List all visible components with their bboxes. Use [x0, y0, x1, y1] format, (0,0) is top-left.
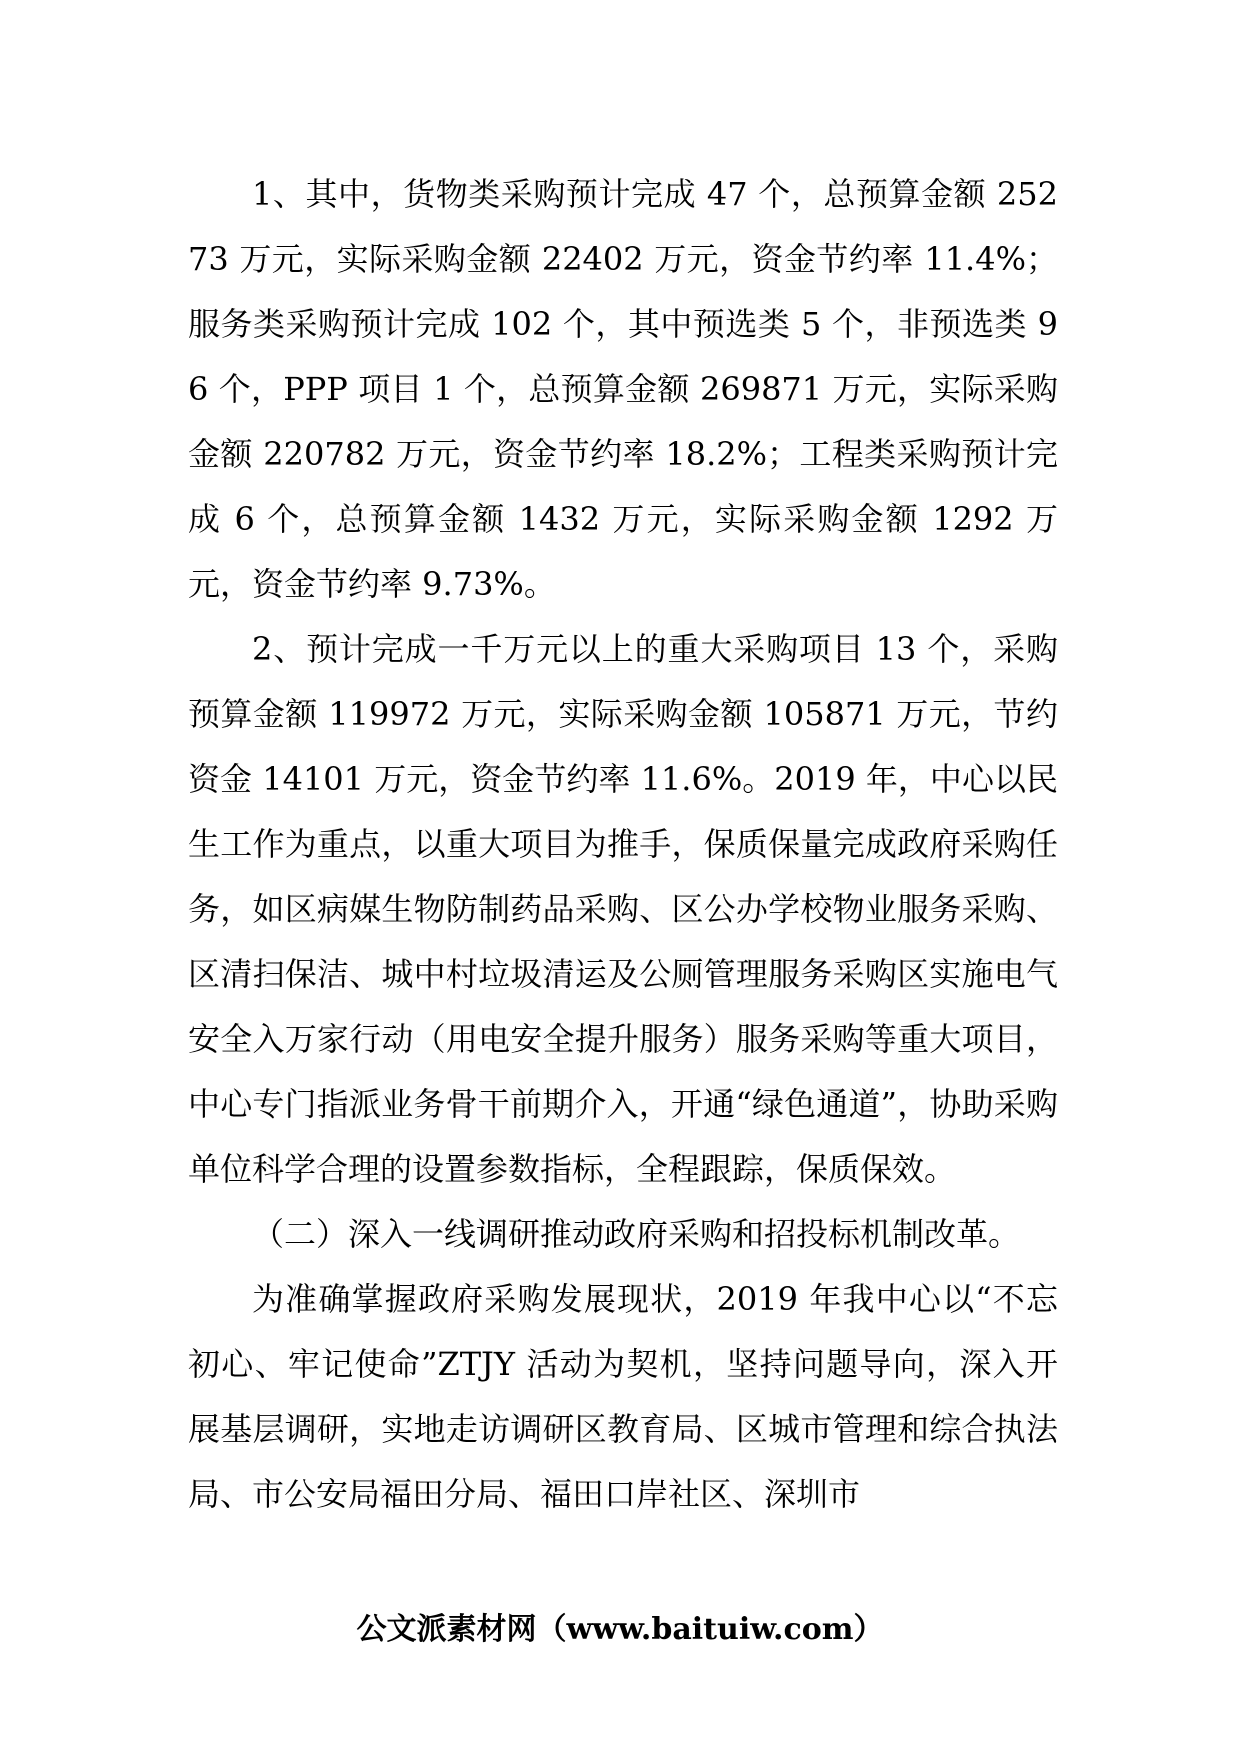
paragraph-procurement-summary: 1、其中，货物类采购预计完成 47 个，总预算金额 25273 万元，实际采购金额 22402 万元，资金节约率 11.4%；服务类采购预计完成 102 个，其中预选类 5 个，非预选类 96 个，PPP 项目 1 个，总预算金额 269871 万元，实际采购金额 220782 万元，资金节约率 18.2%；工程类采购预计完成 6 个，总预算金额 1432 万元，实际采购金额 1292 万元，资金节约率 9.73%。: [188, 175, 1058, 603]
document-body: [188, 162, 1058, 1527]
footer-watermark: 公文派素材网（www.baituiw.com）: [356, 1612, 884, 1647]
paragraph-major-projects: 2、预计完成一千万元以上的重大采购项目 13 个，采购预算金额 119972 万元，实际采购金额 105871 万元，节约资金 14101 万元，资金节约率 11.6%。2019 年，中心以民生工作为重点，以重大项目为推手，保质保量完成政府采购任务，如区病媒生物防制药品采购、区公办学校物业服务采购、区清扫保洁、城中村垃圾清运及公厕管理服务采购区实施电气安全入万家行动（用电安全提升服务）服务采购等重大项目，中心专门指派业务骨干前期介入，开通“绿色通道”，协助采购单位科学合理的设置参数指标，全程跟踪，保质保效。: [188, 630, 1058, 1188]
section-heading: （二）深入一线调研推动政府采购和招投标机制改革。: [252, 1215, 1021, 1253]
paragraph-research: 为准确掌握政府采购发展现状，2019 年我中心以“不忘初心、牢记使命”ZTJY 活动为契机，坚持问题导向，深入开展基层调研，实地走访调研区教育局、区城市管理和综合执法局、市公安局福田分局、福田口岸社区、深圳市: [188, 1280, 1058, 1513]
